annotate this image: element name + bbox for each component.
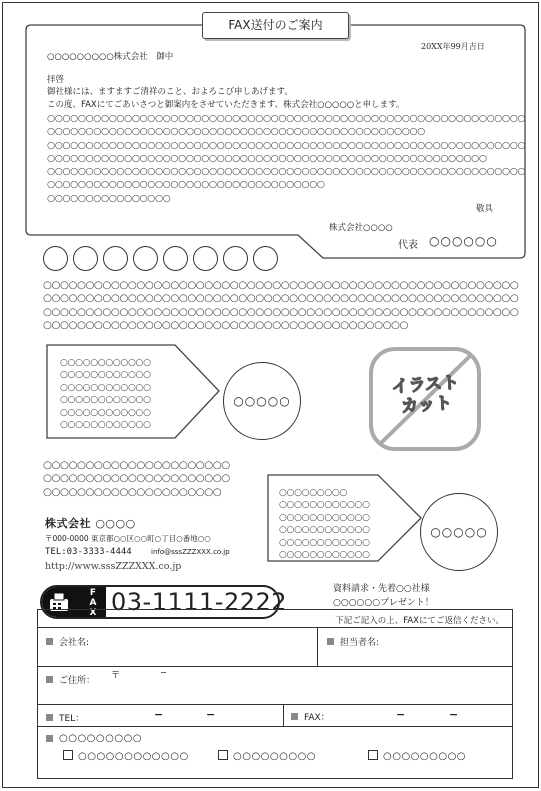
address-field-label: ご住所： (59, 676, 96, 686)
company-address: 〒000-0000 東京都○○区○○町○丁目○番地○○ (45, 534, 211, 543)
company-url[interactable]: http://www.sssZZZXXX.co.jp (45, 561, 182, 572)
option-label: ○○○○○○○○○ (383, 751, 467, 762)
address-field[interactable] (46, 673, 95, 686)
option-item[interactable] (218, 750, 316, 762)
headline-circle (73, 246, 98, 271)
fax-label: FAX (88, 588, 98, 618)
tel-dash-2: − (206, 708, 216, 721)
letter-date: 20XX年99月吉日 (421, 42, 485, 51)
rep-label: 代表 (398, 240, 418, 251)
fax-field[interactable] (291, 710, 330, 723)
postal-mark: 〒 (111, 671, 121, 681)
headline-circle (43, 246, 68, 271)
form-divider (317, 627, 318, 666)
body-line: ○○○○○○○○○○○○○○○○○○○○○○○○○○○○○○○○○○○○○○○○○○○ (43, 319, 409, 331)
tel-field-label: TEL： (59, 714, 85, 724)
callout-2-text (279, 487, 370, 561)
callout-line: ○○○○○○○○○○○○ (279, 512, 370, 523)
tel-field[interactable] (46, 711, 84, 724)
callout-line: ○○○○○○○○○○○○ (279, 525, 370, 536)
callout-bubble-2: ○○○○○ (420, 493, 498, 571)
body-line: ○○○○○○○○○○○○○○○○○○○○○○○○○○○○○○○○○○○○○○○○○○○○○○○○○○○○○○○○ (43, 280, 519, 291)
headline-circle (223, 246, 248, 271)
callout-bubble-1: ○○○○○ (223, 362, 301, 440)
form-instruction: 下記ご記入の上、FAXにてご返信ください。 (335, 616, 504, 626)
checkbox[interactable] (368, 750, 378, 760)
company-field-label: 会社名: (59, 638, 90, 648)
filler-line: ○○○○○○○○○○○○○○○○○○○○○○○○○○○○○○○○○○○○○○○○○○○○○○○○○○○○○○○○○○○○○○ (47, 166, 526, 178)
rep-name: ○○○○○○ (429, 234, 498, 248)
option-label: ○○○○○○○○○ (233, 751, 317, 762)
mid-line: ○○○○○○○○○○○○○○○○○○○○○○ (43, 473, 230, 485)
promo-line-1: 資料請求・先着○○社様 (333, 584, 430, 594)
callout-line: ○○○○○○○○○○○○ (279, 500, 370, 511)
headline-circle (103, 246, 128, 271)
company-tel: TEL:03-3333-4444 (45, 547, 132, 557)
headline-circle (193, 246, 218, 271)
fax-dash-2: − (449, 708, 459, 721)
company-email[interactable]: info@sssZZZXXX.co.jp (151, 548, 230, 556)
company-name: 株式会社 ○○○○ (45, 517, 136, 530)
illustration-label-line: カット (400, 393, 453, 417)
page-title: FAX送付のご案内 (202, 12, 349, 39)
option-label: ○○○○○○○○○○○○ (78, 751, 189, 762)
mid-line: ○○○○○○○○○○○○○○○○○○○○○ (43, 486, 222, 498)
greeting: 拝啓 (47, 75, 65, 85)
bullet-square (46, 735, 53, 742)
form-divider (38, 627, 512, 628)
fax-dash-1: − (396, 708, 406, 721)
letter-line-2: この度、FAXにてごあいさつと御案内をさせていただきます、株式会社○○○○○と申します。 (47, 100, 405, 110)
form-divider (38, 726, 512, 727)
form-divider (283, 704, 284, 726)
form-divider (38, 704, 512, 705)
company-field[interactable] (46, 635, 89, 648)
fax-field-label: FAX： (304, 713, 330, 723)
filler-line: ○○○○○○○○○○○○○○○○○○○○○○○○○○○○○○○○○○○○○○○○○○○○○○○○○○○○○○○○○ (47, 152, 487, 164)
addressee: ○○○○○○○○○株式会社 御中 (47, 52, 174, 62)
callout-line: ○○○○○○○○○○○○ (60, 358, 151, 368)
callout-line: ○○○○○○○○○○○○ (60, 420, 151, 431)
callout-line: ○○○○○○○○○○○○ (279, 550, 370, 561)
form-divider (38, 666, 512, 667)
checkbox[interactable] (218, 750, 228, 760)
sender-company: 株式会社○○○○ (329, 223, 393, 233)
callout-line: ○○○○○○○○○○○○ (279, 537, 370, 548)
bullet-square (327, 638, 334, 645)
filler-line: ○○○○○○○○○○○○○○○○○○○○○○○○○○○○○○○○○○○○○○○○○○○○○○○○○○○○○○○○○○○○○○ (47, 139, 526, 151)
callout-1-text (60, 357, 151, 431)
letter-filler (47, 112, 525, 205)
filler-line: ○○○○○○○○○○○○○○○○○○○○○○○○○○○○○○○○○○○○ (47, 179, 325, 191)
checkbox[interactable] (63, 750, 73, 760)
headline-circle (163, 246, 188, 271)
bullet-square (46, 638, 53, 645)
filler-line: ○○○○○○○○○○○○○○○○ (47, 192, 171, 204)
body-line: ○○○○○○○○○○○○○○○○○○○○○○○○○○○○○○○○○○○○○○○○○○○○○○○○○○○○○○○○ (43, 306, 519, 318)
fax-flyer-page (2, 2, 539, 788)
bullet-square (291, 713, 298, 720)
filler-line: ○○○○○○○○○○○○○○○○○○○○○○○○○○○○○○○○○○○○○○○○○○○○○○○○○○○○○○○○○○○○○○ (47, 113, 526, 124)
illustration-label-line: イラスト (390, 372, 460, 398)
headline-circle (133, 246, 158, 271)
filler-line: ○○○○○○○○○○○○○○○○○○○○○○○○○○○○○○○○○○○○○○○○○○○○○○○○○ (47, 126, 425, 138)
contact-field-label: 担当者名: (340, 638, 380, 648)
callout-line: ○○○○○○○○○○○○ (60, 370, 151, 381)
contact-field[interactable] (327, 635, 379, 648)
callout-line: ○○○○○○○○○○○○ (60, 395, 151, 406)
fax-number: 03-1111-2222 (111, 588, 288, 616)
illustration-label (368, 371, 485, 419)
bullet-square (46, 676, 53, 683)
promo-line-2: ○○○○○○プレゼント！ (333, 598, 434, 608)
headline-circle (253, 246, 278, 271)
callout-line: ○○○○○○○○○○○○ (60, 407, 151, 418)
body-text (43, 279, 518, 332)
options-title (46, 733, 142, 744)
options-title-text: ○○○○○○○○○ (59, 733, 143, 744)
tel-dash-1: − (154, 708, 164, 721)
option-item[interactable] (368, 750, 466, 762)
bullet-square (46, 714, 53, 721)
mid-line: ○○○○○○○○○○○○○○○○○○○○○○ (43, 460, 230, 471)
option-item[interactable] (63, 750, 189, 762)
reply-form (37, 609, 513, 779)
body-line: ○○○○○○○○○○○○○○○○○○○○○○○○○○○○○○○○○○○○○○○○○○○○○○○○○○○○○○○○ (43, 293, 519, 305)
callout-line: ○○○○○○○○○○○○ (60, 382, 151, 393)
mid-text (43, 459, 230, 499)
callout-line: ○○○○○○○○○ (279, 488, 347, 498)
closing: 敬具 (476, 204, 494, 214)
letter-line-1: 御社様には、ますますご清祥のこと、およろこび申しあげます。 (47, 87, 293, 97)
postal-dash: − (160, 668, 167, 677)
